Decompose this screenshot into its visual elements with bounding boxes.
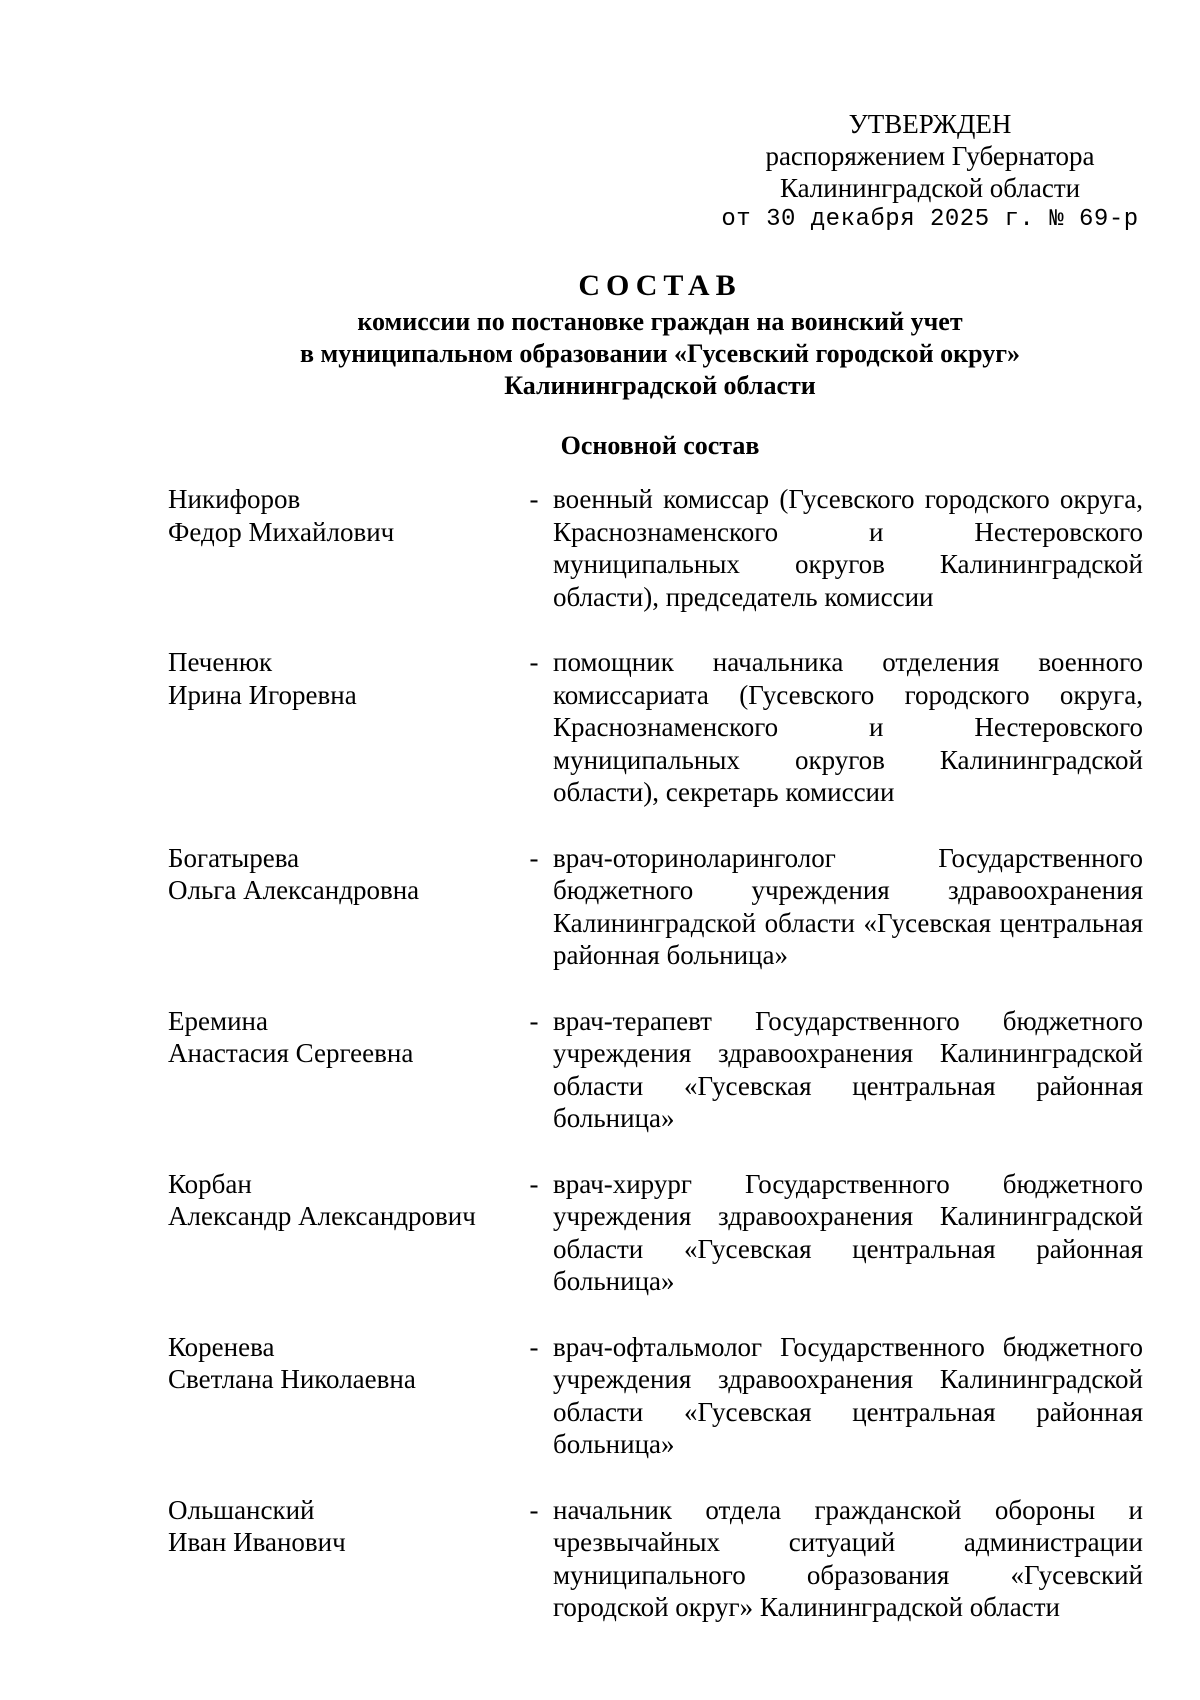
member-name <box>168 646 523 809</box>
dash-separator: - <box>529 647 539 677</box>
member-name <box>168 483 523 613</box>
document-subtitle-line-3: Калининградской области <box>504 371 816 400</box>
member-given-name: Александр Александрович <box>168 1201 476 1231</box>
list-item <box>168 1494 1143 1624</box>
document-subtitle-line-2: в муниципальном образовании «Гусевский городской округ» <box>299 339 1021 368</box>
member-role: врач-хирург Государственного бюджетного учреждения здравоохранения Калининградской области «Гусевская центральная районная больница» <box>553 1168 1143 1296</box>
member-given-name: Светлана Николаевна <box>168 1364 416 1394</box>
approval-region: Калининградской области <box>779 173 1081 203</box>
dash-separator: - <box>529 1494 539 1525</box>
dash-separator: - <box>529 484 539 514</box>
list-item <box>168 842 1143 972</box>
approval-date: от 30 декабря 2025 г. № 69-р <box>721 206 1139 233</box>
document-subtitle-line-1: комиссии по постановке граждан на воинский учет <box>357 307 963 336</box>
member-role: военный комиссар (Гусевского городского округа, Краснознаменского и Нестеровского муниципальных округов Калининградской области), председатель комиссии <box>553 484 1143 612</box>
dash-separator: - <box>529 1168 539 1199</box>
dash-separator: - <box>529 1005 539 1036</box>
member-surname: Ольшанский <box>168 1494 315 1525</box>
list-item <box>168 1168 1143 1298</box>
member-role: врач-терапевт Государственного бюджетного учреждения здравоохранения Калининградской области «Гусевская центральная районная больница» <box>553 1005 1143 1133</box>
list-item <box>168 483 1143 613</box>
member-name <box>168 1494 523 1624</box>
dash-separator: - <box>529 1331 539 1362</box>
member-role: начальник отдела гражданской обороны и чрезвычайных ситуаций администрации муниципального образования «Гусевский городской округ» Калининградской области <box>553 1494 1143 1622</box>
member-name <box>168 842 523 972</box>
member-surname: Печенюк <box>168 647 273 677</box>
member-surname: Никифоров <box>168 484 301 514</box>
member-given-name: Ольга Александровна <box>168 875 420 905</box>
list-item <box>168 646 1143 809</box>
member-given-name: Федор Михайлович <box>168 516 395 547</box>
member-given-name: Ирина Игоревна <box>168 679 357 710</box>
member-name <box>168 1331 523 1461</box>
member-given-name: Анастасия Сергеевна <box>168 1038 414 1068</box>
member-surname: Корбан <box>168 1168 252 1199</box>
member-surname: Богатырева <box>168 842 300 873</box>
member-given-name: Иван Иванович <box>168 1527 346 1557</box>
approval-title: УТВЕРЖДЕН <box>848 109 1012 139</box>
document-heading <box>160 266 1160 462</box>
list-item <box>168 1005 1143 1135</box>
list-item <box>168 1331 1143 1461</box>
dash-separator: - <box>529 842 539 873</box>
member-role: врач-оториноларинголог Государственного бюджетного учреждения здравоохранения Калининградской области «Гусевская центральная районная больница» <box>553 842 1143 970</box>
document-title: СОСТАВ <box>578 269 742 302</box>
member-surname: Коренева <box>168 1331 275 1362</box>
member-name <box>168 1168 523 1298</box>
member-role: помощник начальника отделения военного комиссариата (Гусевского городского округа, Краснознаменского и Нестеровского муниципальных округов Калининградской области), секретарь комиссии <box>553 647 1143 807</box>
member-list <box>168 483 1143 1657</box>
member-name <box>168 1005 523 1135</box>
approval-authority: распоряжением Губернатора <box>765 141 1095 171</box>
member-role: врач-офтальмолог Государственного бюджетного учреждения здравоохранения Калининградской области «Гусевская центральная районная больница» <box>553 1331 1143 1459</box>
approval-stamp <box>720 108 1140 236</box>
member-surname: Еремина <box>168 1005 268 1036</box>
section-heading: Основной состав <box>560 431 760 460</box>
